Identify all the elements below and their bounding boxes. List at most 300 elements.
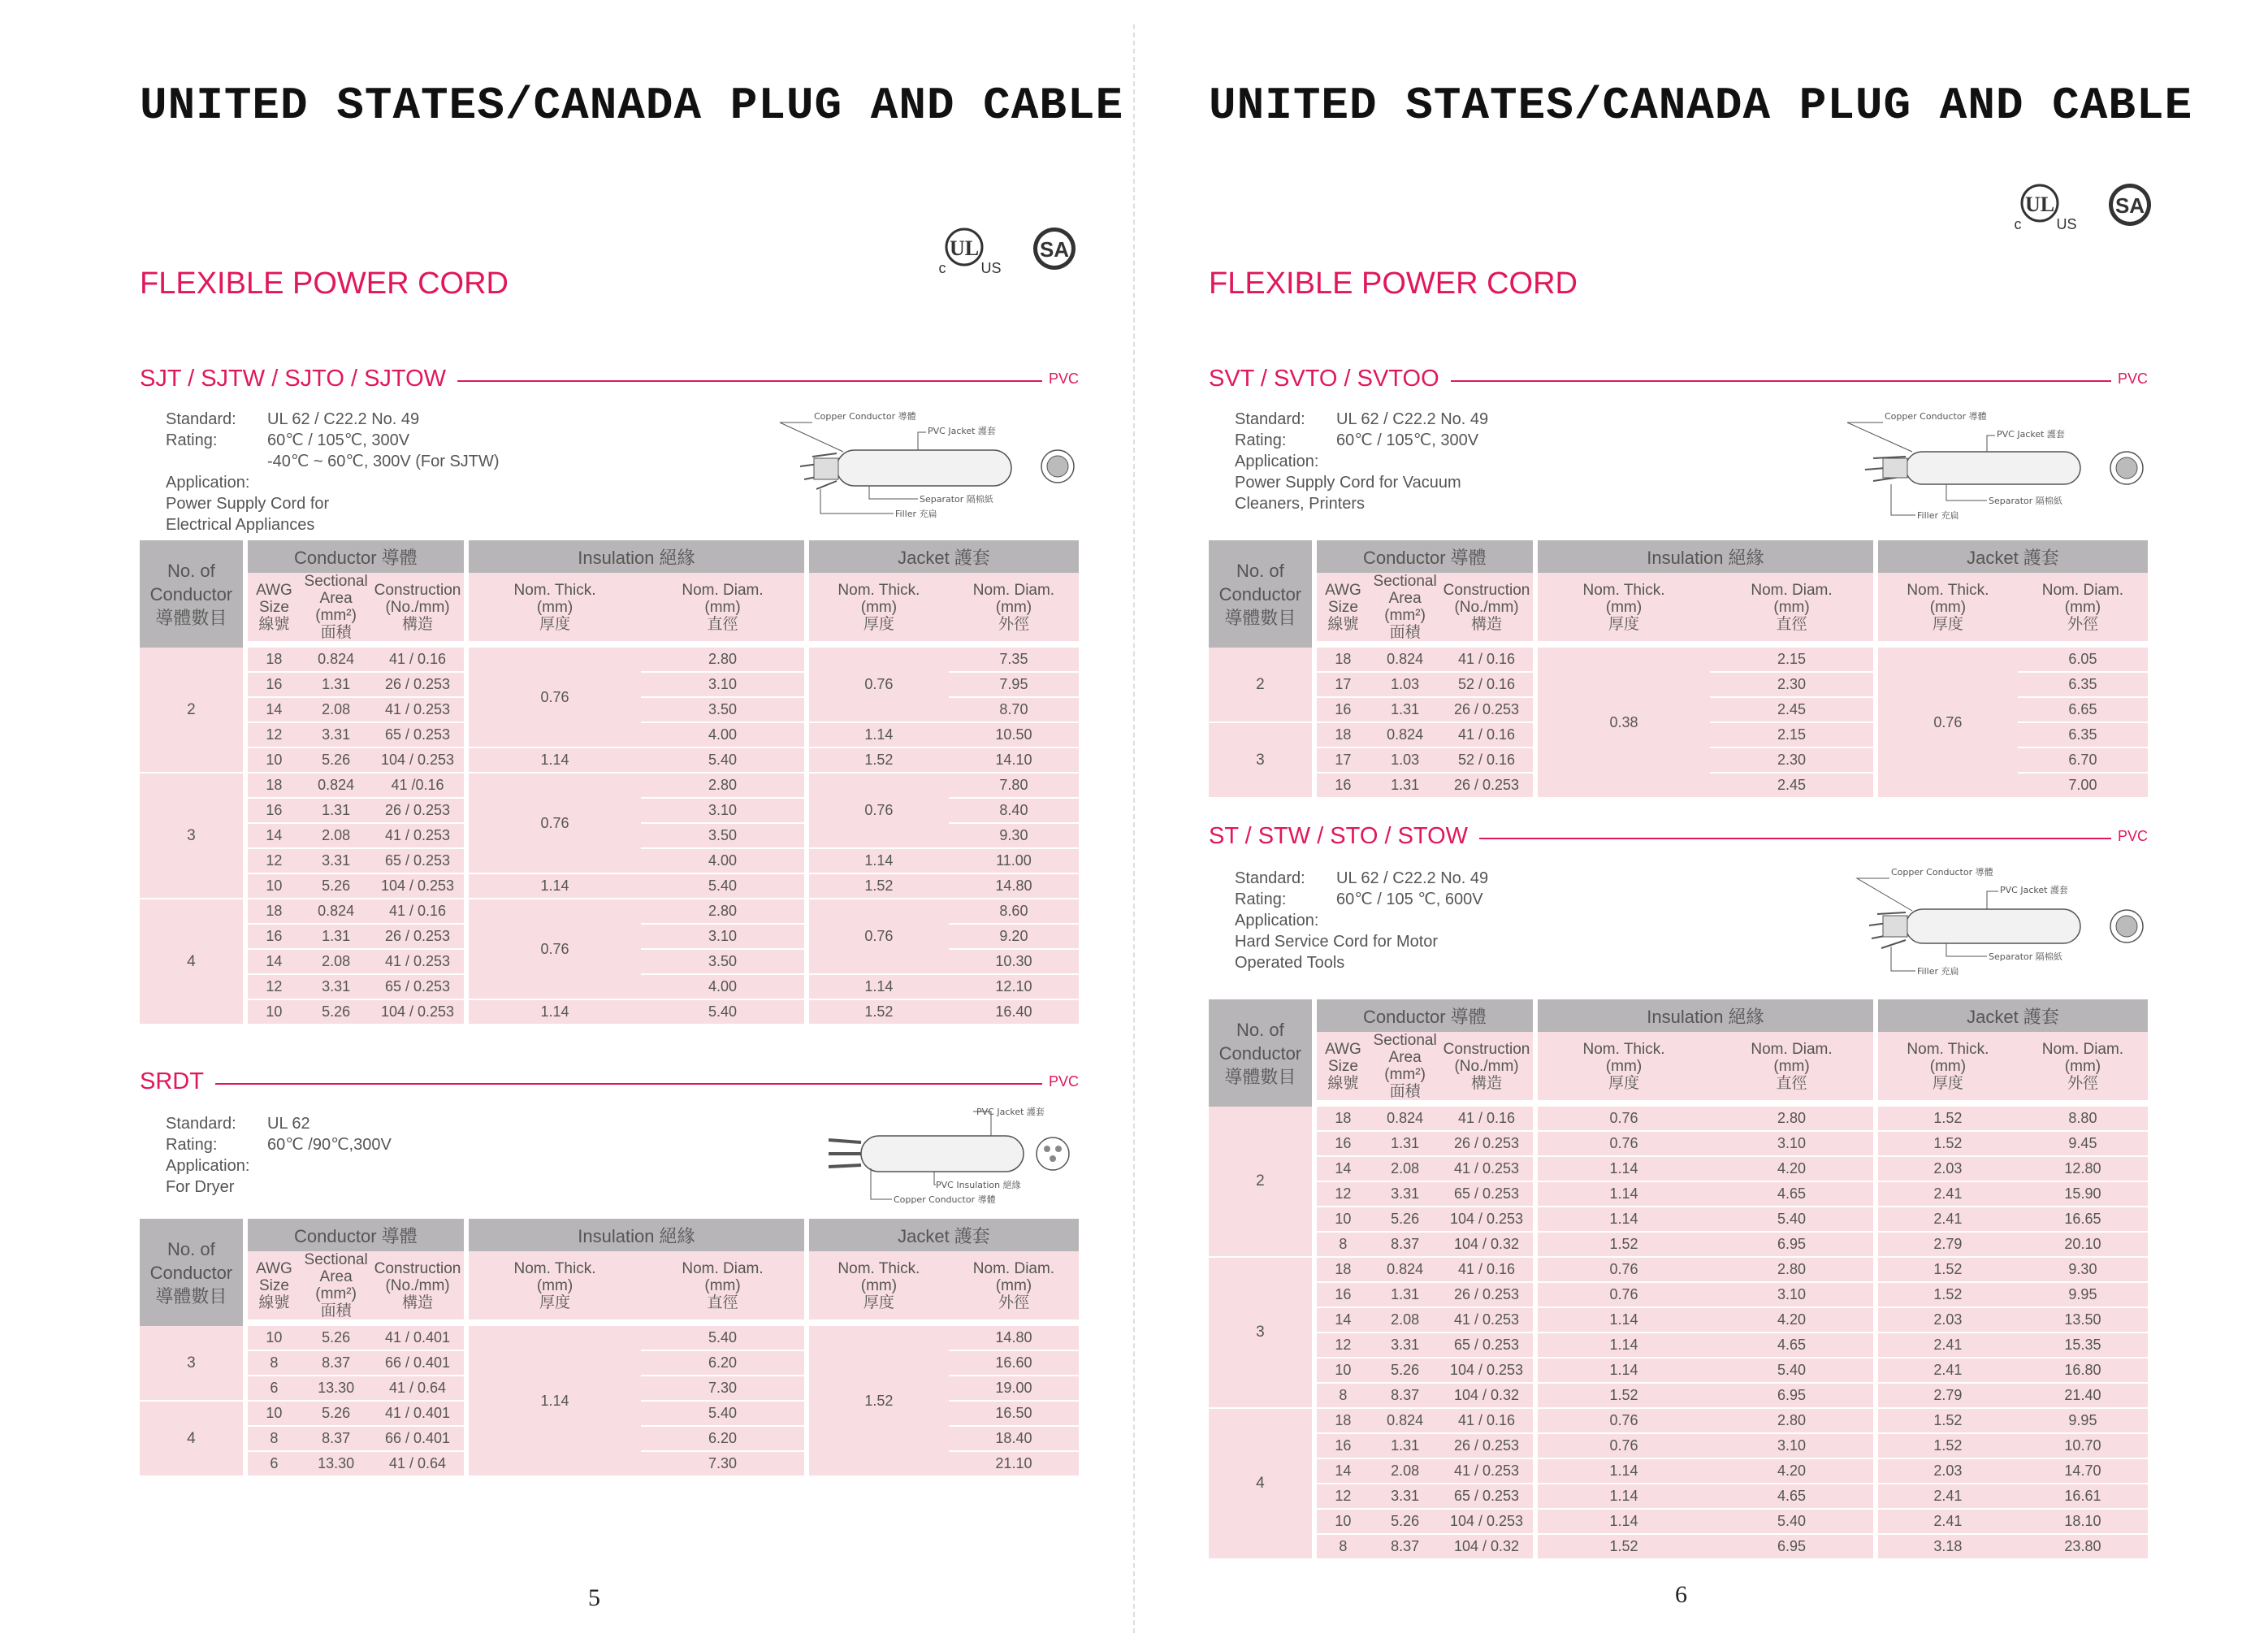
table-cell: 5.40 bbox=[641, 1402, 809, 1427]
table-cell: 2.03 bbox=[1878, 1157, 2018, 1182]
jacket-thickness: 1.14 bbox=[809, 975, 949, 1000]
table-cell: 14.80 bbox=[949, 1326, 1079, 1351]
table-cell: 16.60 bbox=[949, 1351, 1079, 1376]
table-cell: 5.40 bbox=[1710, 1207, 1878, 1233]
srdt-standard: UL 62 bbox=[267, 1115, 310, 1133]
pvc-label: PVC bbox=[1042, 1073, 1079, 1090]
table-cell: 52 / 0.16 bbox=[1440, 748, 1538, 774]
jacket-thickness: 0.76 bbox=[809, 899, 949, 975]
table-cell: 6.65 bbox=[2018, 698, 2148, 723]
table-cell: 9.30 bbox=[949, 824, 1079, 849]
table-cell: 0.824 bbox=[301, 648, 371, 673]
jacket-group-header: Jacket 護套 bbox=[809, 540, 1079, 573]
table-cell: 41 / 0.64 bbox=[371, 1376, 469, 1402]
conductor-count: 4 bbox=[140, 1402, 248, 1477]
table-cell: 66 / 0.401 bbox=[371, 1427, 469, 1452]
insulation-thickness-header: Nom. Thick. (mm) 厚度 bbox=[1538, 1032, 1710, 1107]
pvc-label: PVC bbox=[2111, 370, 2148, 388]
table-cell: 14.70 bbox=[2018, 1459, 2148, 1484]
pvc-jacket-label: PVC Jacket 護套 bbox=[928, 426, 996, 436]
table-cell: 26 / 0.253 bbox=[371, 673, 469, 698]
table-cell: 3.10 bbox=[641, 925, 809, 950]
table-cell: 14 bbox=[1317, 1308, 1370, 1333]
table-cell: 18 bbox=[1317, 1107, 1370, 1132]
table-cell: 0.824 bbox=[1370, 723, 1440, 748]
table-cell: 41 / 0.253 bbox=[1440, 1308, 1538, 1333]
table-cell: 41 /0.16 bbox=[371, 774, 469, 799]
table-cell: 5.40 bbox=[1710, 1358, 1878, 1384]
table-cell: 2.80 bbox=[641, 899, 809, 925]
table-cell: 2.15 bbox=[1710, 648, 1878, 673]
table-cell: 5.26 bbox=[301, 1326, 371, 1351]
page-title: UNITED STATES/CANADA PLUG AND CABLE bbox=[140, 80, 1124, 132]
table-cell: 7.35 bbox=[949, 648, 1079, 673]
table-cell: 8.70 bbox=[949, 698, 1079, 723]
table-cell: 2.41 bbox=[1878, 1207, 2018, 1233]
table-cell: 65 / 0.253 bbox=[371, 723, 469, 748]
table-row bbox=[140, 1000, 1079, 1025]
table-cell: 1.14 bbox=[1538, 1510, 1710, 1535]
table-cell: 13.30 bbox=[301, 1376, 371, 1402]
insulation-thickness: 0.76 bbox=[469, 648, 641, 748]
insulation-thickness-header: Nom. Thick. (mm) 厚度 bbox=[1538, 573, 1710, 648]
ul-us-letters: US bbox=[2056, 216, 2077, 232]
table-cell: 7.95 bbox=[949, 673, 1079, 698]
insulation-thickness: 1.14 bbox=[469, 1000, 641, 1025]
table-cell: 4.65 bbox=[1710, 1182, 1878, 1207]
copper-conductor-label: Copper Conductor 導體 bbox=[1891, 867, 1993, 878]
rating-label: Rating: bbox=[1235, 890, 1287, 908]
table-cell: 12 bbox=[1317, 1333, 1370, 1358]
sectional-area-header: Sectional Area (mm²) 面積 bbox=[1370, 1032, 1440, 1107]
table-cell: 18 bbox=[248, 899, 301, 925]
table-cell: 3.31 bbox=[1370, 1182, 1440, 1207]
table-cell: 8.40 bbox=[949, 799, 1079, 824]
standard-label: Standard: bbox=[1235, 869, 1305, 887]
table-row bbox=[1209, 1409, 2148, 1434]
table-row bbox=[1209, 1157, 2148, 1182]
table-row bbox=[1209, 1459, 2148, 1484]
table-cell: 10 bbox=[1317, 1358, 1370, 1384]
table-cell: 1.14 bbox=[1538, 1333, 1710, 1358]
table-cell: 6 bbox=[248, 1452, 301, 1477]
table-cell: 0.76 bbox=[1538, 1107, 1710, 1132]
rating-label: Rating: bbox=[166, 1136, 218, 1154]
table-cell: 1.14 bbox=[1538, 1182, 1710, 1207]
table-cell: 10.50 bbox=[949, 723, 1079, 748]
table-cell: 3.31 bbox=[301, 975, 371, 1000]
table-cell: 65 / 0.253 bbox=[371, 849, 469, 874]
table-cell: 26 / 0.253 bbox=[1440, 698, 1538, 723]
insulation-thickness: 1.14 bbox=[469, 874, 641, 899]
table-cell: 1.14 bbox=[1538, 1484, 1710, 1510]
table-cell: 1.14 bbox=[1538, 1207, 1710, 1233]
conductor-count: 2 bbox=[1209, 648, 1317, 723]
table-cell: 2.80 bbox=[641, 648, 809, 673]
jacket-group-header: Jacket 護套 bbox=[1878, 540, 2148, 573]
table-cell: 2.41 bbox=[1878, 1182, 2018, 1207]
table-cell: 3.31 bbox=[1370, 1333, 1440, 1358]
table-cell: 8.37 bbox=[1370, 1233, 1440, 1258]
conductor-count: 3 bbox=[1209, 1258, 1317, 1409]
separator-label: Separator 隔棉紙 bbox=[1989, 496, 2062, 506]
conductor-count-header: No. of Conductor 導體數目 bbox=[140, 540, 248, 648]
page-right bbox=[1134, 0, 2268, 1651]
certification-marks bbox=[2002, 177, 2164, 242]
page-number: 5 bbox=[588, 1584, 600, 1611]
certification-marks bbox=[926, 221, 1089, 286]
sjt-spec-table bbox=[140, 540, 1079, 1025]
table-cell: 6.95 bbox=[1710, 1233, 1878, 1258]
table-cell: 0.824 bbox=[301, 774, 371, 799]
table-cell: 20.10 bbox=[2018, 1233, 2148, 1258]
table-cell: 14 bbox=[1317, 1459, 1370, 1484]
table-cell: 12 bbox=[1317, 1182, 1370, 1207]
table-cell: 15.35 bbox=[2018, 1333, 2148, 1358]
sectional-area-header: Sectional Area (mm²) 面積 bbox=[301, 1251, 371, 1326]
sjt-specs bbox=[166, 409, 500, 535]
table-cell: 3.10 bbox=[1710, 1434, 1878, 1459]
pvc-jacket-label: PVC Jacket 護套 bbox=[976, 1107, 1045, 1117]
table-cell: 66 / 0.401 bbox=[371, 1351, 469, 1376]
table-cell: 8.80 bbox=[2018, 1107, 2148, 1132]
table-cell: 1.14 bbox=[1538, 1459, 1710, 1484]
table-cell: 2.08 bbox=[301, 950, 371, 975]
filler-label: Filler 充扁 bbox=[1917, 966, 1959, 977]
table-cell: 16 bbox=[1317, 698, 1370, 723]
jacket-thickness: 0.76 bbox=[809, 648, 949, 723]
table-cell: 1.31 bbox=[301, 799, 371, 824]
table-cell: 14 bbox=[248, 950, 301, 975]
table-row bbox=[1209, 648, 2148, 673]
table-cell: 2.08 bbox=[1370, 1459, 1440, 1484]
table-cell: 41 / 0.16 bbox=[1440, 1409, 1538, 1434]
srdt-cable-diagram bbox=[812, 1103, 1080, 1209]
table-cell: 6 bbox=[248, 1376, 301, 1402]
table-cell: 13.50 bbox=[2018, 1308, 2148, 1333]
construction-header: Construction (No./mm) 構造 bbox=[1440, 573, 1538, 648]
table-cell: 8 bbox=[248, 1351, 301, 1376]
conductor-count-header: No. of Conductor 導體數目 bbox=[140, 1219, 248, 1326]
table-cell: 16.50 bbox=[949, 1402, 1079, 1427]
sjt-application-2: Electrical Appliances bbox=[166, 516, 315, 534]
table-cell: 18.40 bbox=[949, 1427, 1079, 1452]
srdt-rating: 60℃ /90℃,300V bbox=[267, 1136, 392, 1154]
st-spec-table bbox=[1209, 999, 2148, 1560]
table-row bbox=[1209, 1358, 2148, 1384]
table-cell: 14 bbox=[248, 698, 301, 723]
table-cell: 16 bbox=[1317, 774, 1370, 799]
filler-label: Filler 充扁 bbox=[1917, 510, 1959, 521]
table-cell: 1.03 bbox=[1370, 673, 1440, 698]
table-cell: 14.10 bbox=[949, 748, 1079, 774]
table-cell: 26 / 0.253 bbox=[371, 925, 469, 950]
table-cell: 0.824 bbox=[1370, 648, 1440, 673]
jacket-thickness: 1.52 bbox=[809, 1326, 949, 1477]
table-cell: 3.18 bbox=[1878, 1535, 2018, 1560]
table-row bbox=[140, 1326, 1079, 1351]
table-row bbox=[1209, 1510, 2148, 1535]
conductor-group-header: Conductor 導體 bbox=[1317, 999, 1538, 1032]
table-cell: 41 / 0.64 bbox=[371, 1452, 469, 1477]
separator-label: Separator 隔棉紙 bbox=[1989, 951, 2062, 962]
jacket-thickness: 1.52 bbox=[809, 874, 949, 899]
table-cell: 8.37 bbox=[1370, 1384, 1440, 1409]
table-cell: 2.41 bbox=[1878, 1333, 2018, 1358]
jacket-thickness-header: Nom. Thick. (mm) 厚度 bbox=[1878, 1032, 2018, 1107]
ul-listed-icon bbox=[2015, 185, 2077, 232]
table-cell: 2.08 bbox=[1370, 1308, 1440, 1333]
table-cell: 104 / 0.32 bbox=[1440, 1535, 1538, 1560]
srdt-spec-table bbox=[140, 1219, 1079, 1477]
table-cell: 41 / 0.16 bbox=[1440, 1258, 1538, 1283]
table-cell: 4.65 bbox=[1710, 1484, 1878, 1510]
table-cell: 1.31 bbox=[1370, 698, 1440, 723]
table-cell: 0.76 bbox=[1538, 1434, 1710, 1459]
table-row bbox=[1209, 1233, 2148, 1258]
ul-c-letter: c bbox=[938, 260, 946, 276]
table-cell: 5.40 bbox=[641, 1326, 809, 1351]
rating-label: Rating: bbox=[166, 431, 218, 449]
table-cell: 5.40 bbox=[641, 748, 809, 774]
table-cell: 16.40 bbox=[949, 1000, 1079, 1025]
table-row bbox=[1209, 1384, 2148, 1409]
application-label: Application: bbox=[166, 1157, 250, 1175]
application-label: Application: bbox=[1235, 453, 1319, 470]
table-row bbox=[1209, 1308, 2148, 1333]
jacket-thickness: 0.76 bbox=[809, 774, 949, 849]
awg-size-header: AWG Size 線號 bbox=[1317, 1032, 1370, 1107]
conductor-count: 3 bbox=[1209, 723, 1317, 799]
table-cell: 0.76 bbox=[1538, 1409, 1710, 1434]
table-cell: 104 / 0.32 bbox=[1440, 1233, 1538, 1258]
standard-label: Standard: bbox=[166, 1115, 236, 1133]
jacket-diameter-header: Nom. Diam. (mm) 外徑 bbox=[949, 1251, 1079, 1326]
table-cell: 41 / 0.253 bbox=[1440, 1157, 1538, 1182]
table-cell: 7.00 bbox=[2018, 774, 2148, 799]
table-cell: 104 / 0.32 bbox=[1440, 1384, 1538, 1409]
table-cell: 15.90 bbox=[2018, 1182, 2148, 1207]
table-cell: 2.08 bbox=[301, 698, 371, 723]
table-cell: 2.80 bbox=[641, 774, 809, 799]
table-cell: 6.95 bbox=[1710, 1384, 1878, 1409]
table-cell: 10 bbox=[1317, 1510, 1370, 1535]
table-cell: 4.20 bbox=[1710, 1157, 1878, 1182]
insulation-thickness: 0.76 bbox=[469, 774, 641, 874]
table-cell: 41 / 0.16 bbox=[1440, 723, 1538, 748]
table-row bbox=[1209, 1434, 2148, 1459]
table-cell: 2.80 bbox=[1710, 1258, 1878, 1283]
table-cell: 41 / 0.16 bbox=[371, 648, 469, 673]
table-cell: 3.31 bbox=[301, 723, 371, 748]
table-cell: 10 bbox=[1317, 1207, 1370, 1233]
table-cell: 9.20 bbox=[949, 925, 1079, 950]
conductor-count: 2 bbox=[1209, 1107, 1317, 1258]
table-cell: 6.70 bbox=[2018, 748, 2148, 774]
table-cell: 104 / 0.253 bbox=[371, 1000, 469, 1025]
table-cell: 5.26 bbox=[1370, 1207, 1440, 1233]
sjt-cable-name: SJT / SJTW / SJTO / SJTOW bbox=[140, 366, 457, 392]
table-cell: 7.30 bbox=[641, 1376, 809, 1402]
insulation-group-header: Insulation 絕緣 bbox=[1538, 540, 1878, 573]
table-cell: 5.26 bbox=[301, 1402, 371, 1427]
table-cell: 0.824 bbox=[1370, 1409, 1440, 1434]
table-row bbox=[1209, 1333, 2148, 1358]
csa-icon bbox=[1033, 228, 1076, 270]
table-cell: 65 / 0.253 bbox=[371, 975, 469, 1000]
application-label: Application: bbox=[166, 474, 250, 492]
jacket-diameter-header: Nom. Diam. (mm) 外徑 bbox=[2018, 1032, 2148, 1107]
jacket-diameter-header: Nom. Diam. (mm) 外徑 bbox=[2018, 573, 2148, 648]
conductor-group-header: Conductor 導體 bbox=[248, 540, 469, 573]
table-cell: 18 bbox=[1317, 648, 1370, 673]
table-row bbox=[1209, 1484, 2148, 1510]
srdt-section-header bbox=[140, 1068, 1079, 1101]
sjt-standard: UL 62 / C22.2 No. 49 bbox=[267, 410, 420, 428]
svt-spec-table bbox=[1209, 540, 2148, 799]
table-cell: 14.80 bbox=[949, 874, 1079, 899]
table-cell: 2.08 bbox=[1370, 1157, 1440, 1182]
sjt-application-1: Power Supply Cord for bbox=[166, 495, 330, 513]
table-cell: 1.52 bbox=[1538, 1535, 1710, 1560]
table-cell: 21.40 bbox=[2018, 1384, 2148, 1409]
table-cell: 7.80 bbox=[949, 774, 1079, 799]
pvc-jacket-label: PVC Jacket 護套 bbox=[1997, 429, 2065, 440]
table-cell: 2.80 bbox=[1710, 1107, 1878, 1132]
table-cell: 12 bbox=[248, 723, 301, 748]
table-cell: 41 / 0.253 bbox=[371, 824, 469, 849]
table-cell: 104 / 0.253 bbox=[371, 874, 469, 899]
page-number: 6 bbox=[1675, 1581, 1687, 1608]
table-cell: 41 / 0.253 bbox=[1440, 1459, 1538, 1484]
table-cell: 13.30 bbox=[301, 1452, 371, 1477]
table-cell: 4.00 bbox=[641, 975, 809, 1000]
table-cell: 10.70 bbox=[2018, 1434, 2148, 1459]
table-cell: 9.95 bbox=[2018, 1409, 2148, 1434]
jacket-thickness: 1.14 bbox=[809, 849, 949, 874]
table-cell: 21.10 bbox=[949, 1452, 1079, 1477]
table-cell: 2.41 bbox=[1878, 1484, 2018, 1510]
table-row bbox=[1209, 1207, 2148, 1233]
table-cell: 11.00 bbox=[949, 849, 1079, 874]
conductor-group-header: Conductor 導體 bbox=[1317, 540, 1538, 573]
table-cell: 17 bbox=[1317, 673, 1370, 698]
insulation-thickness: 1.14 bbox=[469, 1326, 641, 1477]
conductor-count-header: No. of Conductor 導體數目 bbox=[1209, 540, 1317, 648]
srdt-cable-name: SRDT bbox=[140, 1068, 215, 1095]
st-cable-diagram bbox=[1824, 865, 2149, 987]
jacket-thickness: 1.52 bbox=[809, 748, 949, 774]
csa-letters: SA bbox=[1039, 237, 1070, 262]
table-cell: 14 bbox=[1317, 1157, 1370, 1182]
table-cell: 5.40 bbox=[641, 1000, 809, 1025]
table-cell: 17 bbox=[1317, 748, 1370, 774]
table-cell: 2.80 bbox=[1710, 1409, 1878, 1434]
section-subtitle: FLEXIBLE POWER CORD bbox=[140, 266, 509, 301]
table-cell: 19.00 bbox=[949, 1376, 1079, 1402]
table-cell: 4.65 bbox=[1710, 1333, 1878, 1358]
standard-label: Standard: bbox=[166, 410, 236, 428]
table-row bbox=[1209, 1182, 2148, 1207]
jacket-thickness-header: Nom. Thick. (mm) 厚度 bbox=[1878, 573, 2018, 648]
csa-letters: SA bbox=[2114, 193, 2145, 218]
table-cell: 10 bbox=[248, 1402, 301, 1427]
table-cell: 26 / 0.253 bbox=[1440, 1434, 1538, 1459]
ul-listed-icon bbox=[939, 229, 1002, 276]
sjt-cable-diagram bbox=[755, 408, 1080, 530]
table-cell: 2.41 bbox=[1878, 1510, 2018, 1535]
construction-header: Construction (No./mm) 構造 bbox=[1440, 1032, 1538, 1107]
table-cell: 9.45 bbox=[2018, 1132, 2148, 1157]
insulation-diameter-header: Nom. Diam. (mm) 直徑 bbox=[1710, 1032, 1878, 1107]
table-cell: 1.52 bbox=[1538, 1384, 1710, 1409]
pvc-label: PVC bbox=[1042, 370, 1079, 388]
insulation-group-header: Insulation 絕緣 bbox=[469, 1219, 809, 1251]
table-cell: 1.52 bbox=[1878, 1107, 2018, 1132]
table-cell: 16.61 bbox=[2018, 1484, 2148, 1510]
svt-rating: 60℃ / 105℃, 300V bbox=[1336, 431, 1479, 449]
table-cell: 26 / 0.253 bbox=[1440, 774, 1538, 799]
table-cell: 12.10 bbox=[949, 975, 1079, 1000]
awg-size-header: AWG Size 線號 bbox=[1317, 573, 1370, 648]
table-cell: 10 bbox=[248, 1326, 301, 1351]
table-cell: 26 / 0.253 bbox=[1440, 1283, 1538, 1308]
table-cell: 1.31 bbox=[1370, 1283, 1440, 1308]
svt-application-1: Power Supply Cord for Vacuum bbox=[1235, 474, 1461, 492]
table-cell: 10 bbox=[248, 874, 301, 899]
table-cell: 4.00 bbox=[641, 849, 809, 874]
st-standard: UL 62 / C22.2 No. 49 bbox=[1336, 869, 1489, 887]
st-application-1: Hard Service Cord for Motor bbox=[1235, 933, 1439, 951]
insulation-diameter-header: Nom. Diam. (mm) 直徑 bbox=[641, 1251, 809, 1326]
table-row bbox=[140, 774, 1079, 799]
table-cell: 0.76 bbox=[1538, 1258, 1710, 1283]
construction-header: Construction (No./mm) 構造 bbox=[371, 1251, 469, 1326]
table-cell: 12 bbox=[248, 849, 301, 874]
table-cell: 3.10 bbox=[1710, 1132, 1878, 1157]
table-cell: 9.30 bbox=[2018, 1258, 2148, 1283]
table-cell: 2.45 bbox=[1710, 774, 1878, 799]
jacket-thickness: 1.14 bbox=[809, 723, 949, 748]
section-subtitle: FLEXIBLE POWER CORD bbox=[1209, 266, 1578, 301]
svt-standard: UL 62 / C22.2 No. 49 bbox=[1336, 410, 1489, 428]
table-cell: 52 / 0.16 bbox=[1440, 673, 1538, 698]
table-cell: 1.31 bbox=[1370, 774, 1440, 799]
table-cell: 41 / 0.401 bbox=[371, 1326, 469, 1351]
table-cell: 2.30 bbox=[1710, 673, 1878, 698]
table-cell: 3.31 bbox=[301, 849, 371, 874]
table-cell: 6.20 bbox=[641, 1427, 809, 1452]
insulation-thickness: 0.76 bbox=[469, 899, 641, 1000]
svt-cable-name: SVT / SVTO / SVTOO bbox=[1209, 366, 1451, 392]
svt-cable-diagram bbox=[1824, 406, 2149, 528]
table-cell: 4.20 bbox=[1710, 1308, 1878, 1333]
table-cell: 0.76 bbox=[1538, 1132, 1710, 1157]
table-cell: 6.05 bbox=[2018, 648, 2148, 673]
pvc-label: PVC bbox=[2111, 828, 2148, 845]
pvc-jacket-label: PVC Jacket 護套 bbox=[2000, 885, 2068, 895]
table-cell: 0.824 bbox=[1370, 1258, 1440, 1283]
table-row bbox=[1209, 1535, 2148, 1560]
table-cell: 1.31 bbox=[301, 925, 371, 950]
srdt-specs bbox=[166, 1113, 392, 1198]
conductor-count: 2 bbox=[140, 648, 248, 774]
table-cell: 10 bbox=[248, 748, 301, 774]
table-cell: 18 bbox=[248, 648, 301, 673]
table-cell: 1.52 bbox=[1878, 1409, 2018, 1434]
table-cell: 3.50 bbox=[641, 824, 809, 849]
table-cell: 9.95 bbox=[2018, 1283, 2148, 1308]
